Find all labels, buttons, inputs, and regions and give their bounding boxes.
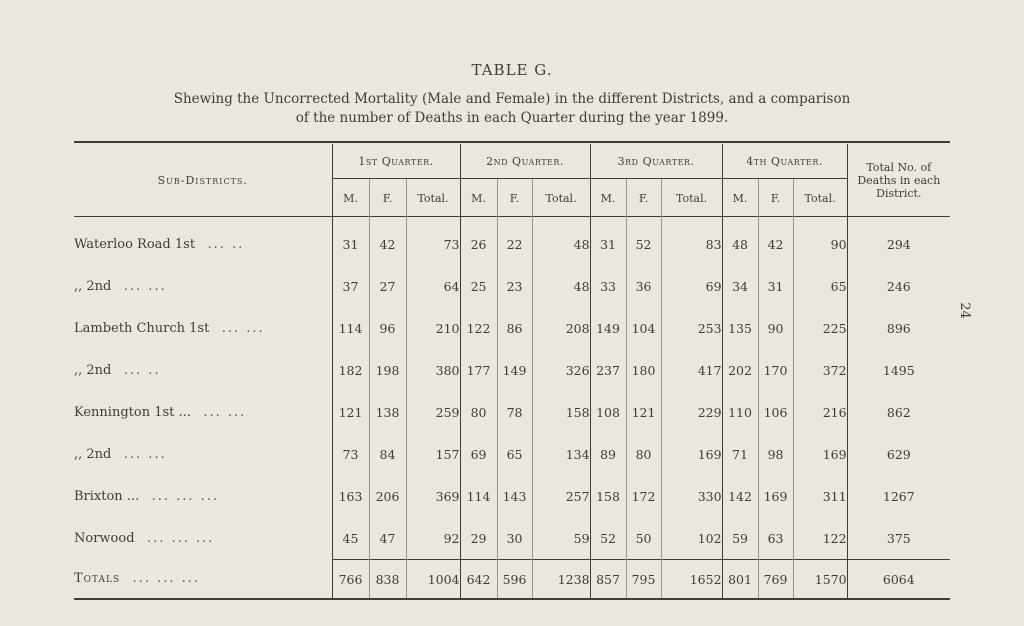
cell-q4-m: 142: [722, 475, 758, 517]
district-name-text: Kennington 1st ...: [74, 404, 191, 420]
table-row: [74, 475, 950, 517]
cell-q2-total: 257: [532, 475, 590, 517]
header-quarter-3: 3rd Quarter.: [590, 144, 722, 179]
cell-q4-total: 122: [793, 517, 847, 560]
cell-district-total: 629: [847, 433, 950, 475]
header-q2-m: M.: [460, 179, 497, 218]
cell-q4-f: 42: [758, 217, 793, 265]
cell-q2-total: 48: [532, 265, 590, 307]
district-name-text: ,, 2nd: [74, 362, 112, 378]
cell-q1-f: 27: [369, 265, 406, 307]
totals-label-text: Totals: [74, 571, 121, 587]
cell-district-total: 6064: [847, 560, 950, 600]
cell-q1-m: 121: [332, 391, 369, 433]
cell-q1-total: 1004: [406, 560, 460, 600]
cell-q3-total: 253: [661, 307, 722, 349]
district-name-text: ,, 2nd: [74, 446, 112, 462]
cell-district-total: 862: [847, 391, 950, 433]
cell-q1-m: 37: [332, 265, 369, 307]
header-q4-f: F.: [758, 179, 793, 218]
header-q1-m: M.: [332, 179, 369, 218]
cell-district-total: 896: [847, 307, 950, 349]
cell-q3-f: 50: [626, 517, 661, 560]
cell-q3-total: 229: [661, 391, 722, 433]
cell-q1-total: 157: [406, 433, 460, 475]
cell-q2-total: 134: [532, 433, 590, 475]
district-name: [74, 265, 332, 307]
cell-q2-total: 59: [532, 517, 590, 560]
district-name-text: Brixton ...: [74, 488, 140, 504]
cell-q4-m: 59: [722, 517, 758, 560]
district-name: [74, 391, 332, 433]
cell-q4-total: 65: [793, 265, 847, 307]
cell-q1-total: 64: [406, 265, 460, 307]
cell-q3-total: 330: [661, 475, 722, 517]
cell-q2-f: 65: [497, 433, 532, 475]
cell-q2-m: 29: [460, 517, 497, 560]
cell-q1-f: 138: [369, 391, 406, 433]
cell-q1-m: 163: [332, 475, 369, 517]
cell-q3-total: 102: [661, 517, 722, 560]
cell-q2-f: 22: [497, 217, 532, 265]
leader-dots: ... ..: [123, 362, 161, 378]
cell-q2-total: 48: [532, 217, 590, 265]
cell-q3-m: 52: [590, 517, 626, 560]
cell-q1-total: 380: [406, 349, 460, 391]
cell-q1-m: 31: [332, 217, 369, 265]
cell-q1-f: 96: [369, 307, 406, 349]
cell-q3-f: 80: [626, 433, 661, 475]
cell-q2-f: 149: [497, 349, 532, 391]
header-q3-m: M.: [590, 179, 626, 218]
header-quarter-2: 2nd Quarter.: [460, 144, 590, 179]
header-total-district: Total No. of Deaths in each District.: [847, 144, 950, 217]
district-name: [74, 475, 332, 517]
cell-q2-m: 114: [460, 475, 497, 517]
cell-district-total: 246: [847, 265, 950, 307]
cell-q1-m: 114: [332, 307, 369, 349]
district-name-text: ,, 2nd: [74, 278, 112, 294]
cell-q2-total: 158: [532, 391, 590, 433]
leader-dots: ... ...: [123, 446, 167, 462]
cell-q1-f: 84: [369, 433, 406, 475]
cell-q1-f: 206: [369, 475, 406, 517]
cell-q3-m: 89: [590, 433, 626, 475]
table-title: TABLE G.: [471, 61, 553, 79]
cell-q4-m: 135: [722, 307, 758, 349]
header-quarter-1: 1st Quarter.: [332, 144, 460, 179]
leader-dots: ... ... ...: [146, 530, 215, 546]
cell-q2-f: 78: [497, 391, 532, 433]
cell-district-total: 294: [847, 217, 950, 265]
cell-q2-f: 86: [497, 307, 532, 349]
cell-q4-f: 769: [758, 560, 793, 600]
district-name: [74, 517, 332, 560]
leader-dots: ... ...: [203, 404, 247, 420]
cell-q2-m: 25: [460, 265, 497, 307]
cell-q3-total: 69: [661, 265, 722, 307]
cell-q4-m: 202: [722, 349, 758, 391]
header-q4-m: M.: [722, 179, 758, 218]
cell-q2-total: 208: [532, 307, 590, 349]
cell-q4-f: 170: [758, 349, 793, 391]
cell-q2-m: 69: [460, 433, 497, 475]
table-row: [74, 517, 950, 560]
cell-q4-total: 1570: [793, 560, 847, 600]
cell-q4-total: 169: [793, 433, 847, 475]
district-name: [74, 307, 332, 349]
header-q3-f: F.: [626, 179, 661, 218]
cell-q1-total: 73: [406, 217, 460, 265]
cell-q4-m: 110: [722, 391, 758, 433]
cell-q1-f: 47: [369, 517, 406, 560]
district-name: [74, 217, 332, 265]
cell-q3-total: 83: [661, 217, 722, 265]
district-name-text: Lambeth Church 1st: [74, 320, 210, 336]
cell-q1-m: 766: [332, 560, 369, 600]
cell-q3-f: 121: [626, 391, 661, 433]
table-row: [74, 349, 950, 391]
leader-dots: ... ... ...: [151, 488, 220, 504]
cell-q4-f: 31: [758, 265, 793, 307]
totals-label: [74, 560, 332, 600]
cell-q3-m: 237: [590, 349, 626, 391]
mortality-table: [74, 144, 950, 600]
cell-q2-m: 122: [460, 307, 497, 349]
cell-q1-total: 369: [406, 475, 460, 517]
cell-q4-f: 98: [758, 433, 793, 475]
header-q2-f: F.: [497, 179, 532, 218]
cell-q3-m: 31: [590, 217, 626, 265]
table-row: [74, 265, 950, 307]
cell-q3-m: 33: [590, 265, 626, 307]
cell-q2-f: 30: [497, 517, 532, 560]
cell-q4-f: 63: [758, 517, 793, 560]
subtitle-line-1: Shewing the Uncorrected Mortality (Male and Female) in the different Districts, and a comparison: [173, 91, 851, 107]
cell-district-total: 1267: [847, 475, 950, 517]
cell-q4-total: 225: [793, 307, 847, 349]
leader-dots: ... ..: [207, 236, 245, 252]
district-name-text: Waterloo Road 1st: [74, 236, 196, 252]
cell-q1-total: 259: [406, 391, 460, 433]
cell-q4-m: 71: [722, 433, 758, 475]
leader-dots: ... ...: [123, 278, 167, 294]
cell-q3-f: 52: [626, 217, 661, 265]
cell-district-total: 375: [847, 517, 950, 560]
cell-q3-f: 104: [626, 307, 661, 349]
cell-q4-m: 48: [722, 217, 758, 265]
cell-district-total: 1495: [847, 349, 950, 391]
cell-q4-f: 90: [758, 307, 793, 349]
table-row: [74, 307, 950, 349]
cell-q3-m: 158: [590, 475, 626, 517]
cell-q3-total: 169: [661, 433, 722, 475]
cell-q4-total: 90: [793, 217, 847, 265]
cell-q3-m: 108: [590, 391, 626, 433]
subtitle-line-2: of the number of Deaths in each Quarter during the year 1899.: [295, 110, 729, 126]
cell-q4-f: 169: [758, 475, 793, 517]
table-row: [74, 217, 950, 265]
cell-q1-f: 42: [369, 217, 406, 265]
district-name: [74, 349, 332, 391]
header-q1-total: Total.: [406, 179, 460, 218]
cell-q4-total: 372: [793, 349, 847, 391]
cell-q1-f: 838: [369, 560, 406, 600]
cell-q3-m: 149: [590, 307, 626, 349]
cell-q2-total: 326: [532, 349, 590, 391]
table-row: [74, 433, 950, 475]
cell-q3-m: 857: [590, 560, 626, 600]
top-rule: [74, 141, 950, 143]
cell-q4-f: 106: [758, 391, 793, 433]
cell-q2-f: 596: [497, 560, 532, 600]
header-q1-f: F.: [369, 179, 406, 218]
cell-q2-m: 26: [460, 217, 497, 265]
cell-q1-m: 45: [332, 517, 369, 560]
cell-q4-m: 801: [722, 560, 758, 600]
header-q2-total: Total.: [532, 179, 590, 218]
cell-q2-m: 80: [460, 391, 497, 433]
cell-q4-total: 311: [793, 475, 847, 517]
cell-q1-m: 182: [332, 349, 369, 391]
cell-q2-f: 143: [497, 475, 532, 517]
cell-q3-f: 36: [626, 265, 661, 307]
cell-q2-m: 177: [460, 349, 497, 391]
cell-q2-m: 642: [460, 560, 497, 600]
leader-dots: ... ... ...: [132, 571, 201, 587]
header-q4-total: Total.: [793, 179, 847, 218]
cell-q1-m: 73: [332, 433, 369, 475]
leader-dots: ... ...: [221, 320, 265, 336]
cell-q2-f: 23: [497, 265, 532, 307]
cell-q3-total: 417: [661, 349, 722, 391]
district-name: [74, 433, 332, 475]
cell-q3-total: 1652: [661, 560, 722, 600]
table-row: [74, 391, 950, 433]
header-q3-total: Total.: [661, 179, 722, 218]
district-name-text: Norwood: [74, 530, 135, 546]
cell-q3-f: 172: [626, 475, 661, 517]
cell-q1-total: 92: [406, 517, 460, 560]
page-number: 24: [956, 302, 972, 319]
cell-q1-f: 198: [369, 349, 406, 391]
cell-q4-m: 34: [722, 265, 758, 307]
table-subtitle: [0, 90, 1024, 128]
cell-q3-f: 795: [626, 560, 661, 600]
cell-q1-total: 210: [406, 307, 460, 349]
totals-row: [74, 560, 950, 600]
header-sub-districts: Sub-Districts.: [157, 174, 248, 187]
cell-q4-total: 216: [793, 391, 847, 433]
header-quarter-4: 4th Quarter.: [722, 144, 847, 179]
cell-q3-f: 180: [626, 349, 661, 391]
cell-q2-total: 1238: [532, 560, 590, 600]
